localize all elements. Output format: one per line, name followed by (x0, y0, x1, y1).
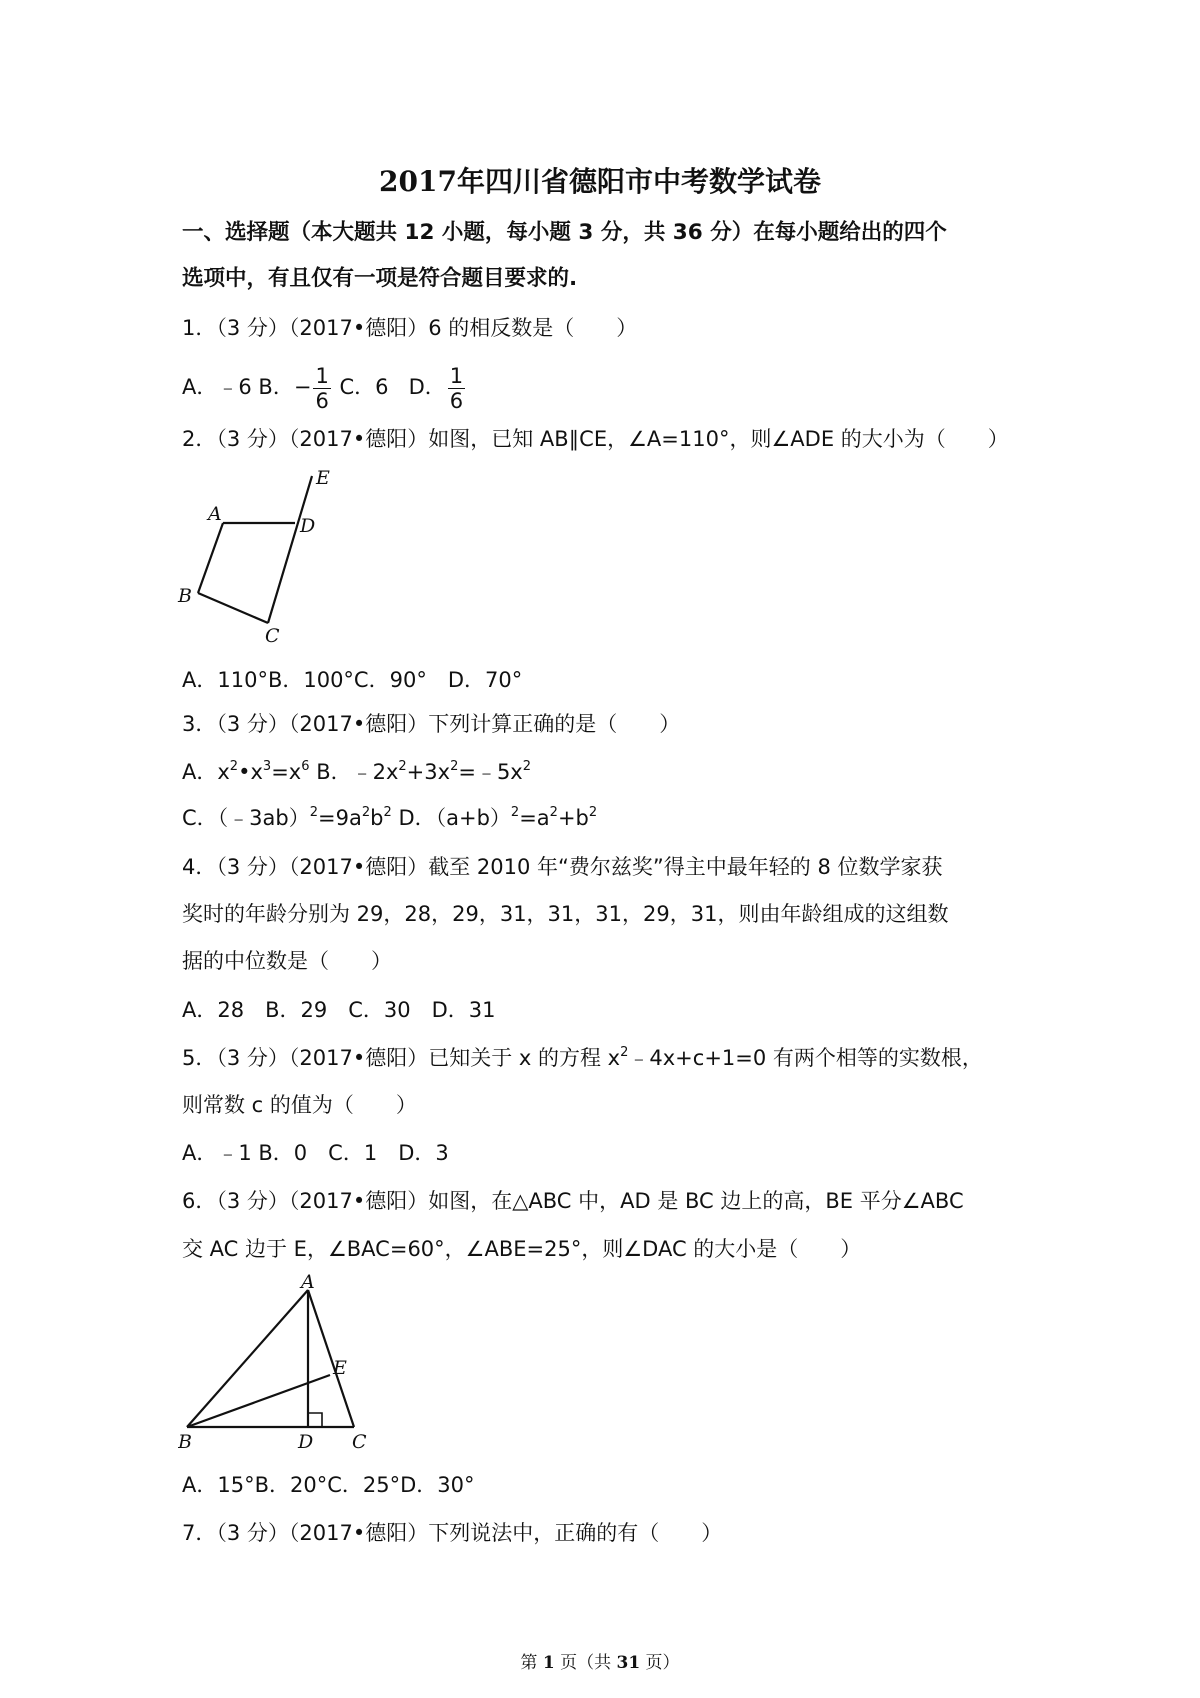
q6-label-c: C (352, 1431, 367, 1453)
q2-label-b: B (178, 585, 192, 607)
q6-figure (178, 1270, 378, 1455)
q2-label-a: A (208, 503, 222, 525)
section-heading-line2: 选项中，有且仅有一项是符合题目要求的. (182, 266, 578, 291)
q6-segment-ab (187, 1290, 308, 1427)
q1-options (182, 362, 467, 413)
q2-stem: 2．（3 分）（2017•德阳）如图，已知 AB∥CE，∠A=110°，则∠ADE 的大小为（ ） (182, 427, 1009, 451)
page-footer: 第 1 页（共 31 页） (520, 1653, 680, 1673)
q2-segment-ab (198, 523, 223, 593)
q6-right-angle-mark (308, 1413, 322, 1427)
q7-stem: 7．（3 分）（2017•德阳）下列说法中，正确的有（ ） (182, 1521, 723, 1545)
q3-stem: 3．（3 分）（2017•德阳）下列计算正确的是（ ） (182, 712, 681, 736)
q3-option-c: C．$(﹣3ab)^2=9a^2b^2$ (182, 805, 392, 830)
total-pages: 31 (616, 1653, 641, 1673)
q2-figure (175, 468, 345, 648)
q6-label-d: D (298, 1431, 314, 1453)
q2-options: A．110°B．100°C．90° D．70° (182, 668, 523, 692)
q6-label-a: A (301, 1271, 315, 1293)
q2-label-c: C (265, 625, 280, 647)
q1-option-c: C．6 (339, 375, 389, 399)
q4-line3: 据的中位数是（ ） (182, 949, 392, 973)
q6-label-b: B (178, 1431, 192, 1453)
q1-option-a: A．﹣6 (182, 375, 252, 399)
page-number: 1 (542, 1653, 555, 1673)
q3-option-b: B．$﹣2x^2+3x^2=﹣5x^2$ (316, 759, 532, 784)
q1-option-b: B．− $\frac{1}{6}$ (258, 363, 329, 413)
q5-options: A．﹣1 B．0 C．1 D．3 (182, 1141, 449, 1165)
q6-line1: 6．（3 分）（2017•德阳）如图，在△ABC 中，AD 是 BC 边上的高，BE 平分∠ABC (182, 1189, 964, 1213)
q3-options-cd (182, 803, 597, 833)
q2-segment-bc (198, 593, 268, 623)
q4-line2: 奖时的年龄分别为 29，28，29，31，31，31，29，31，则由年龄组成的这组数 (182, 902, 949, 926)
q2-segment-ce (268, 476, 312, 623)
q4-options: A．28 B．29 C．30 D．31 (182, 998, 496, 1022)
q6-label-e: E (333, 1357, 347, 1379)
q1-option-d: D． $\frac{1}{6}$ (408, 363, 464, 413)
q3-option-d: D．$(a+b)^2=a^2+b^2$ (398, 805, 598, 830)
q6-options: A．15°B．20°C．25°D．30° (182, 1473, 475, 1497)
q6-segment-ac (308, 1290, 354, 1427)
section-heading-line1: 一、选择题（本大题共 12 小题，每小题 3 分，共 36 分）在每小题给出的四个 (182, 220, 947, 245)
q3-option-a: A．$x^2•x^3=x^6$ (182, 759, 310, 784)
q2-label-e: E (316, 468, 330, 489)
q6-line2: 交 AC 边于 E，∠BAC=60°，∠ABE=25°，则∠DAC 的大小是（ ） (182, 1237, 862, 1261)
q5-line1: 5．（3 分）（2017•德阳）已知关于 x 的方程 $x^2﹣4x+c+1=0$ 有两个相等的实数根， (182, 1045, 983, 1070)
q3-options-ab (182, 757, 531, 787)
q2-label-d: D (300, 515, 316, 537)
page-title: 2017年四川省德阳市中考数学试卷 (379, 165, 821, 198)
q4-line1: 4．（3 分）（2017•德阳）截至 2010 年“费尔兹奖”得主中最年轻的 8 位数学家获 (182, 855, 943, 879)
q5-line2: 则常数 c 的值为（ ） (182, 1093, 417, 1117)
q1-stem: 1．（3 分）（2017•德阳）6 的相反数是（ ） (182, 316, 638, 340)
